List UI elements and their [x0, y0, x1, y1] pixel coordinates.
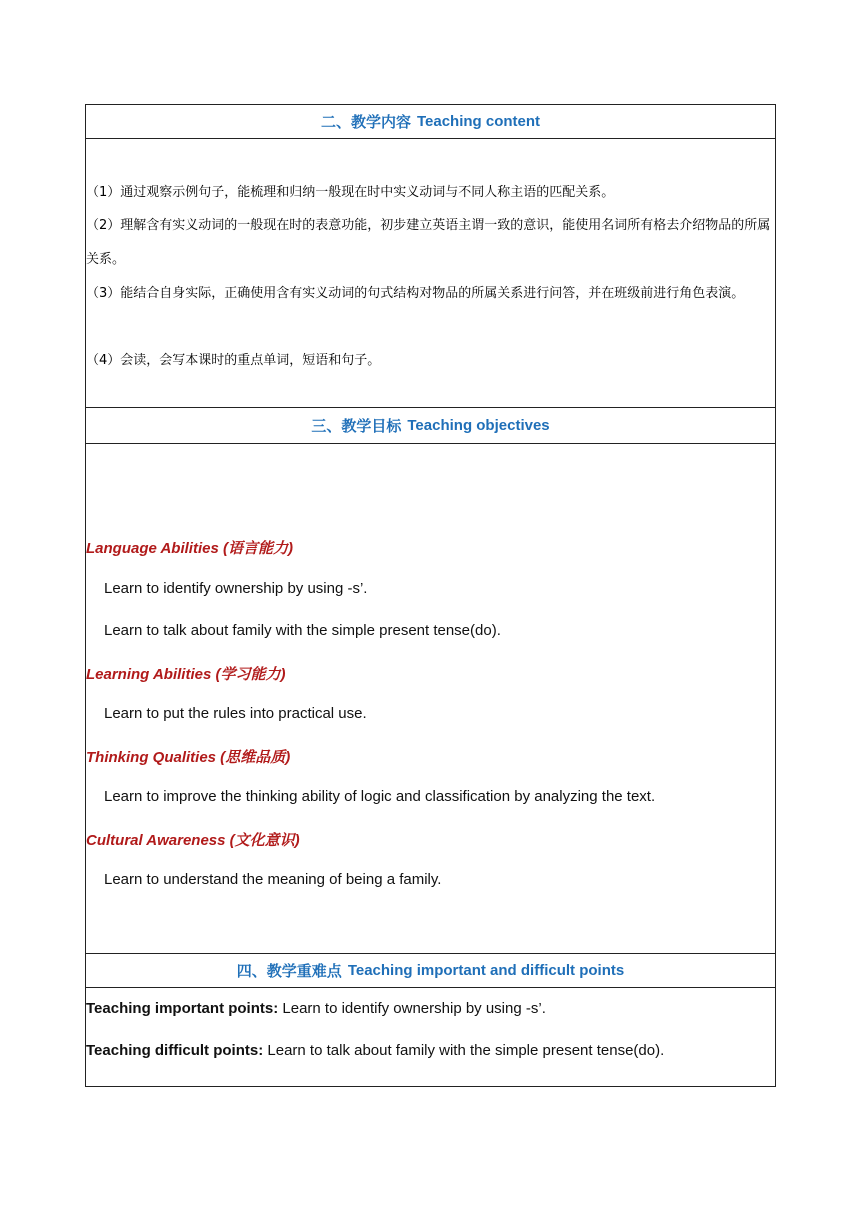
objective-language-line-2: Learn to talk about family with the simple present tense(do).: [104, 622, 501, 639]
objective-title-language: Language Abilities (语言能力): [86, 539, 293, 557]
lesson-plan-table: [85, 104, 776, 1087]
objective-title-learning: Learning Abilities (学习能力): [86, 665, 286, 683]
important-points: Teaching important points: Learn to identify ownership by using -s’.: [86, 1000, 546, 1017]
section-heading-teaching-content: 二、教学内容 Teaching content: [86, 105, 775, 139]
content-item-2: （2）理解含有实义动词的一般现在时的表意功能，初步建立英语主谓一致的意识，能使用名词所有格去介绍物品的所属关系。: [86, 218, 771, 267]
objective-cultural-line-1: Learn to understand the meaning of being a family.: [104, 871, 442, 888]
content-item-4: （4）会读，会写本课时的重点单词，短语和句子。: [86, 353, 381, 368]
objective-language-line-1: Learn to identify ownership by using -s’.: [104, 580, 368, 597]
content-item-1: （1）通过观察示例句子，能梳理和归纳一般现在时中实义动词与不同人称主语的匹配关系。: [86, 185, 615, 200]
section-heading-teaching-objectives: 三、教学目标 Teaching objectives: [86, 407, 775, 444]
difficult-points: Teaching difficult points: Learn to talk about family with the simple present tense(do).: [86, 1042, 665, 1059]
objective-learning-line-1: Learn to put the rules into practical use.: [104, 705, 367, 722]
objective-thinking-line-1: Learn to improve the thinking ability of logic and classification by analyzing the text.: [104, 788, 656, 805]
content-item-3: （3）能结合自身实际，正确使用含有实义动词的句式结构对物品的所属关系进行问答，并在班级前进行角色表演。: [86, 286, 745, 301]
objective-title-thinking: Thinking Qualities (思维品质): [86, 748, 291, 766]
section-heading-important-difficult: 四、教学重难点 Teaching important and difficult points: [86, 953, 775, 988]
objective-title-cultural: Cultural Awareness (文化意识): [86, 831, 300, 849]
